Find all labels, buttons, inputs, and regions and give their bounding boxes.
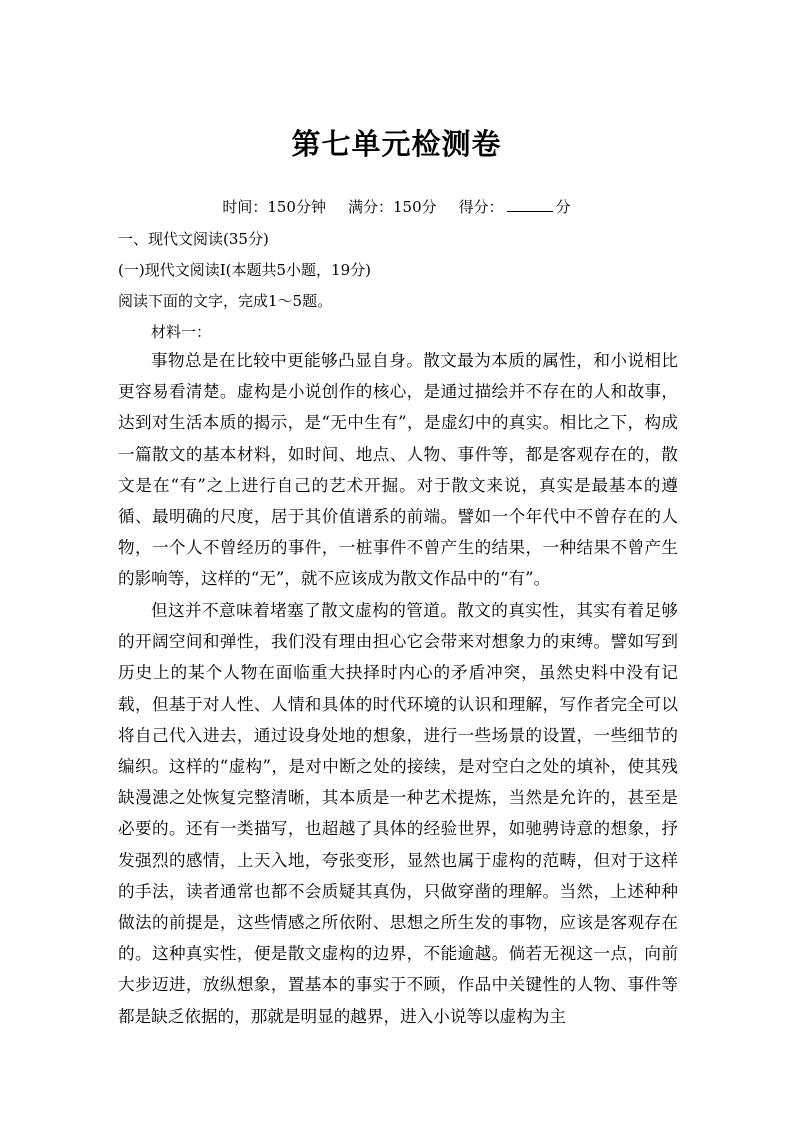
paragraph: 事物总是在比较中更能够凸显自身。散文最为本质的属性，和小说相比更容易看清楚。虚构是小说创作的核心，是通过描绘并不存在的人和故事，达到对生活本质的揭示，是“无中生有”，是虚幻中的真实。相比之下，构成一篇散文的基本材料，如时间、地点、人物、事件等，都是客观存在的，散文是在“有”之上进行自己的艺术开掘。对于散文来说，真实是最基本的遵循、最明确的尺度，居于其价值谱系的前端。譬如一个年代中不曾存在的人物，一个人不曾经历的事件，一桩事件不曾产生的结果，一种结果不曾产生的影响等，这样的“无”，就不应该成为散文作品中的“有”。 [118,351,678,589]
paragraph: 但这并不意味着堵塞了散文虚构的管道。散文的真实性，其实有着足够的开阔空间和弹性，我们没有理由担心它会带来对想象力的束缚。譬如写到历史上的某个人物在面临重大抉择时内心的矛盾冲突，虽然史料中没有记载，但基于对人性、人情和具体的时代环境的认识和理解，写作者完全可以将自己代入进去，通过设身处地的想象，进行一些场景的设置，一些细节的编织。这样的“虚构”，是对中断之处的接续，是对空白之处的填补，使其残缺漫漶之处恢复完整清晰，其本质是一种艺术提炼，当然是允许的，甚至是必要的。还有一类描写，也超越了具体的经验世界，如驰骋诗意的想象，抒发强烈的感情，上天入地，夸张变形，显然也属于虚构的范畴，但对于这样的手法，读者通常也都不会质疑其真伪，只做穿凿的理解。当然，上述种种做法的前提是，这些情感之所依附、思想之所生发的事物，应该是客观存在的。这种真实性，便是散文虚构的边界，不能逾越。倘若无视这一点，向前大步迈进，放纵想象，置基本的事实于不顾，作品中关键性的人物、事件等都是缺乏依据的，那就是明显的越界，进入小说等以虚构为主 [118,601,678,1026]
page-title: 第七单元检测卷 [291,127,502,161]
reading-instruction: 阅读下面的文字，完成1～5题。 [118,292,333,310]
material-label: 材料一： [151,323,212,341]
subsection-heading: (一)现代文阅读Ⅰ(本题共5小题，19分) [118,261,371,279]
score-blank [507,197,553,212]
section-heading: 一、现代文阅读(35分) [118,230,269,248]
full-score-info: 满分：150分 [347,198,437,216]
score-label: 得分： [458,198,504,216]
time-info: 时间：150分钟 [222,198,326,216]
exam-meta [0,196,793,218]
score-unit: 分 [555,198,571,216]
